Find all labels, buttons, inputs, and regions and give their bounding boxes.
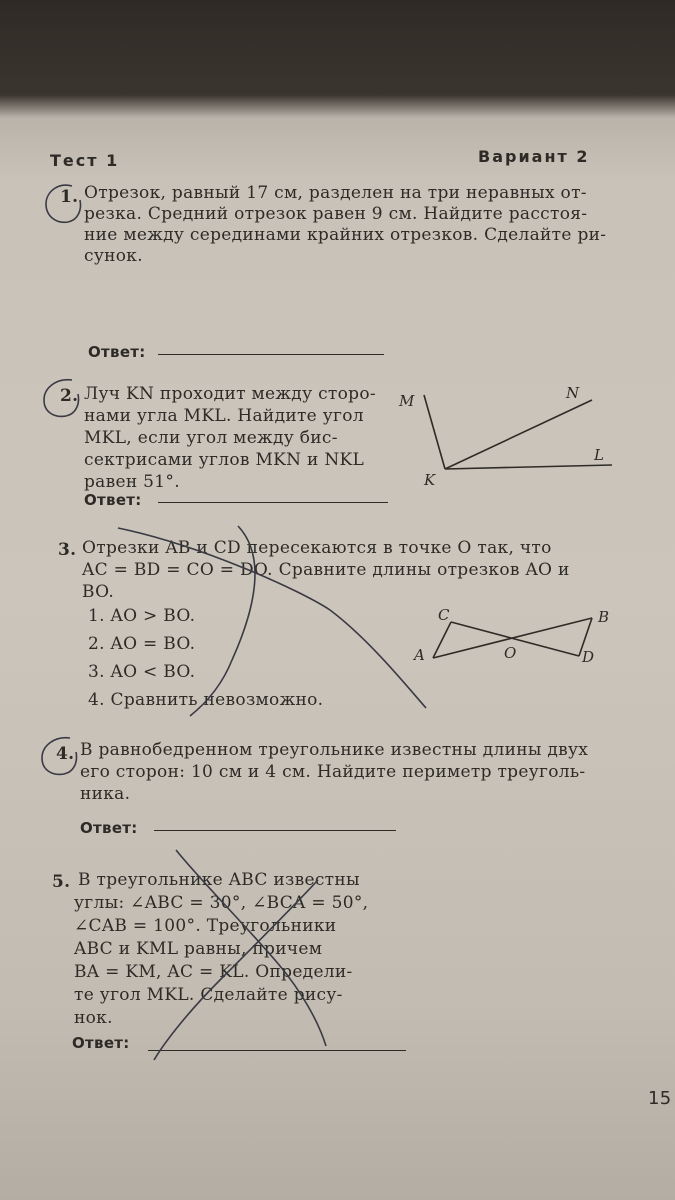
task-2-text-line-4: сектрисами углов MKN и NKL (84, 450, 365, 470)
ray-kl (445, 465, 612, 469)
cross-out-task-3-line-2 (190, 526, 255, 716)
task-4-text-line-2: его сторон: 10 см и 4 см. Найдите периметр треуголь- (80, 762, 586, 782)
task-5-text-line-6: те угол MKL. Сделайте рису- (74, 985, 343, 1005)
test-title: Тест 1 (50, 151, 120, 170)
cross-out-task-5-line-2 (154, 880, 318, 1060)
task-5-text-line-4: ABC и KML равны, причем (74, 939, 323, 959)
task-3-text-line-1: Отрезки AB и CD пересекаются в точке O так, что (82, 538, 552, 558)
task-3-text-line-2: AC = BD = CO = DO. Сравните длины отрезков AO и (82, 560, 570, 580)
pen-marks (42, 185, 426, 1060)
label-o: O (504, 644, 517, 662)
task-5-text-line-1: В треугольнике ABC известны (78, 870, 360, 890)
task-3-option-4: 4. Сравнить невозможно. (88, 690, 324, 710)
task-3-option-1: 1. AO > BO. (88, 606, 196, 626)
circle-mark-task-1 (46, 185, 81, 222)
task-4-number: 4. (56, 744, 75, 764)
task-4-text-line-3: ника. (80, 784, 131, 804)
ray-km (424, 395, 445, 469)
task-2-text-line-5: равен 51°. (84, 472, 180, 492)
task-1-text-line-4: сунок. (84, 246, 143, 266)
angle-mkl-figure (424, 395, 612, 469)
task-3-number: 3. (58, 540, 77, 560)
label-m: M (399, 392, 415, 410)
segment-ac (433, 622, 451, 658)
task-1-answer-label: Ответ: (88, 343, 146, 361)
label-k: K (424, 471, 436, 489)
task-2-number: 2. (60, 386, 79, 406)
ray-kn (445, 400, 592, 469)
task-5-number: 5. (52, 872, 71, 892)
task-5-text-line-5: BA = KM, AC = KL. Определи- (74, 962, 353, 982)
task-1-text-line-1: Отрезок, равный 17 см, разделен на три неравных от- (84, 183, 587, 203)
task-5-text-line-3: ∠CAB = 100°. Треугольники (74, 916, 337, 936)
label-a: A (414, 646, 425, 664)
task-1-text-line-3: ние между серединами крайних отрезков. Сделайте ри- (84, 225, 607, 245)
task-5-text-line-7: нок. (74, 1008, 113, 1028)
task-2-text-line-3: MKL, если угол между бис- (84, 428, 338, 448)
cross-out-task-3-line-1 (118, 528, 426, 708)
page-number: 15 (648, 1088, 672, 1109)
label-c: C (438, 606, 450, 624)
task-1-number: 1. (60, 187, 79, 207)
task-4-text-line-1: В равнобедренном треугольнике известны длины двух (80, 740, 589, 760)
task-1-text-line-2: резка. Средний отрезок равен 9 см. Найдите расстоя- (84, 204, 588, 224)
task-2-answer-label: Ответ: (84, 491, 142, 509)
task-3-text-line-3: BO. (82, 582, 115, 602)
task-5-answer-label: Ответ: (72, 1034, 130, 1052)
label-b: B (598, 608, 610, 626)
variant-title: Вариант 2 (478, 147, 590, 166)
task-2-text-line-1: Луч KN проходит между сторо- (84, 384, 376, 404)
circle-mark-task-2 (44, 380, 79, 417)
task-4-answer-label: Ответ: (80, 819, 138, 837)
task-3-option-3: 3. AO < BO. (88, 662, 196, 682)
label-l: L (594, 446, 604, 464)
circle-mark-task-4 (42, 738, 77, 775)
label-n: N (566, 384, 580, 402)
task-3-option-2: 2. AO = BO. (88, 634, 196, 654)
task-5-text-line-2: углы: ∠ABC = 30°, ∠BCA = 50°, (74, 893, 369, 913)
label-d: D (582, 648, 595, 666)
task-2-text-line-2: нами угла MKL. Найдите угол (84, 406, 364, 426)
